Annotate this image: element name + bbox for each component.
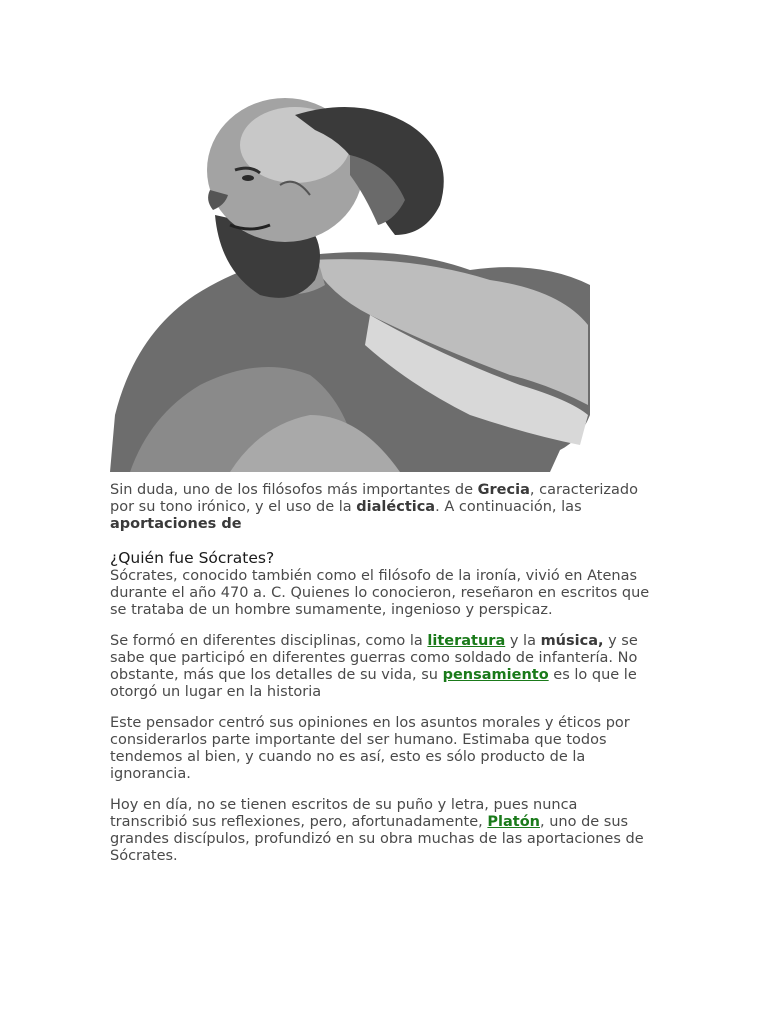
bold-musica: música, <box>540 633 604 649</box>
link-platon[interactable]: Platón <box>487 814 540 830</box>
paragraph-1: Sócrates, conocido también como el filósofo de la ironía, vivió en Atenas durante el año 470 a. C. Quienes lo conocieron, reseñaron en escritos que se trataba de un hombre sumamente, ingenioso y perspicaz. <box>110 568 650 618</box>
section-heading: ¿Quién fue Sócrates? <box>110 549 275 567</box>
bold-aportaciones: aportaciones de <box>110 516 242 532</box>
link-pensamiento[interactable]: pensamiento <box>442 667 549 683</box>
intro-paragraph: Sin duda, uno de los filósofos más importantes de Grecia, caracterizado por su tono irónico, y el uso de la dialéctica. A continuación, las aportaciones de <box>110 482 638 532</box>
bold-dialectica: dialéctica <box>356 499 436 515</box>
paragraph-4: Hoy en día, no se tienen escritos de su puño y letra, pues nunca transcribió sus reflexiones, pero, afortunadamente, Platón, uno de sus grandes discípulos, profundizó en su obra muchas de las aportaciones de Sócrates. <box>110 797 644 864</box>
paragraph-2: Se formó en diferentes disciplinas, como la literatura y la música, y se sabe que participó en diferentes guerras como soldado de infantería. No obstante, más que los detalles de su vida, su pensamiento es lo que le otorgó un lugar en la historia <box>110 633 638 700</box>
link-literatura[interactable]: literatura <box>427 633 506 649</box>
portrait-illustration <box>110 85 590 472</box>
article-content <box>110 482 658 879</box>
bold-grecia: Grecia <box>477 482 530 498</box>
paragraph-3: Este pensador centró sus opiniones en los asuntos morales y éticos por considerarlos parte importante del ser humano. Estimaba que todos tendemos al bien, y cuando no es así, esto es sólo producto de la ignorancia. <box>110 715 630 782</box>
